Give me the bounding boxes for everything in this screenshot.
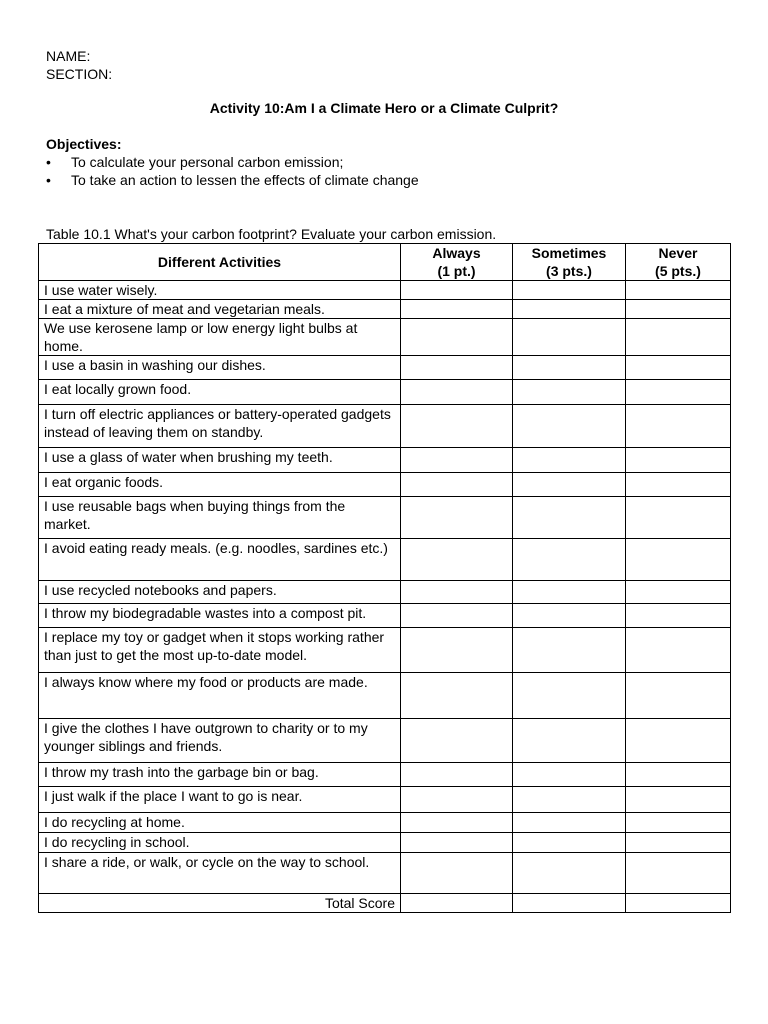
sometimes-score-cell[interactable] xyxy=(513,833,626,853)
table-row xyxy=(39,380,731,405)
bullet-icon: • xyxy=(46,154,51,170)
section-label: SECTION: xyxy=(46,66,113,82)
sometimes-score-cell[interactable] xyxy=(513,813,626,833)
sometimes-score-cell[interactable] xyxy=(513,539,626,581)
table-row xyxy=(39,763,731,787)
always-score-cell[interactable] xyxy=(401,356,513,380)
never-score-cell[interactable] xyxy=(626,300,731,319)
sometimes-score-cell[interactable] xyxy=(513,719,626,763)
col-header-never-points: (5 pts.) xyxy=(655,263,701,279)
total-never-cell[interactable] xyxy=(626,894,731,913)
never-score-cell[interactable] xyxy=(626,853,731,894)
col-header-never-label: Never xyxy=(658,245,698,261)
never-score-cell[interactable] xyxy=(626,497,731,539)
never-score-cell[interactable] xyxy=(626,473,731,497)
sometimes-score-cell[interactable] xyxy=(513,628,626,673)
sometimes-score-cell[interactable] xyxy=(513,319,626,356)
col-header-sometimes-points: (3 pts.) xyxy=(546,263,592,279)
table-row xyxy=(39,405,731,448)
table-row xyxy=(39,604,731,628)
activity-cell: I throw my biodegradable wastes into a compost pit. xyxy=(39,604,401,628)
sometimes-score-cell[interactable] xyxy=(513,300,626,319)
sometimes-score-cell[interactable] xyxy=(513,356,626,380)
col-header-sometimes xyxy=(513,244,626,281)
table-header-row xyxy=(39,244,731,281)
objectives-heading: Objectives: xyxy=(46,136,122,152)
table-row xyxy=(39,853,731,894)
col-header-always-points: (1 pt.) xyxy=(437,263,476,279)
sometimes-score-cell[interactable] xyxy=(513,581,626,604)
always-score-cell[interactable] xyxy=(401,497,513,539)
never-score-cell[interactable] xyxy=(626,787,731,813)
activity-cell: I eat locally grown food. xyxy=(39,380,401,405)
sometimes-score-cell[interactable] xyxy=(513,673,626,719)
never-score-cell[interactable] xyxy=(626,380,731,405)
bullet-icon: • xyxy=(46,172,51,188)
activity-cell: We use kerosene lamp or low energy light bulbs at home. xyxy=(39,319,401,356)
table-body xyxy=(39,281,731,913)
never-score-cell[interactable] xyxy=(626,719,731,763)
activity-cell: I do recycling in school. xyxy=(39,833,401,853)
sometimes-score-cell[interactable] xyxy=(513,380,626,405)
table-row xyxy=(39,833,731,853)
table-row xyxy=(39,539,731,581)
sometimes-score-cell[interactable] xyxy=(513,763,626,787)
total-score-row xyxy=(39,894,731,913)
never-score-cell[interactable] xyxy=(626,604,731,628)
activity-cell: I just walk if the place I want to go is near. xyxy=(39,787,401,813)
never-score-cell[interactable] xyxy=(626,319,731,356)
col-header-activities xyxy=(39,244,401,281)
table-row xyxy=(39,628,731,673)
activity-cell: I use recycled notebooks and papers. xyxy=(39,581,401,604)
never-score-cell[interactable] xyxy=(626,581,731,604)
never-score-cell[interactable] xyxy=(626,539,731,581)
table-row xyxy=(39,473,731,497)
table-row xyxy=(39,787,731,813)
objective-text: To take an action to lessen the effects of climate change xyxy=(71,172,419,188)
always-score-cell[interactable] xyxy=(401,833,513,853)
always-score-cell[interactable] xyxy=(401,319,513,356)
table-row xyxy=(39,356,731,380)
never-score-cell[interactable] xyxy=(626,405,731,448)
sometimes-score-cell[interactable] xyxy=(513,473,626,497)
always-score-cell[interactable] xyxy=(401,604,513,628)
activity-cell: I avoid eating ready meals. (e.g. noodles, sardines etc.) xyxy=(39,539,401,581)
table-row xyxy=(39,300,731,319)
table-row xyxy=(39,497,731,539)
sometimes-score-cell[interactable] xyxy=(513,448,626,473)
objectives-list xyxy=(46,153,419,189)
never-score-cell[interactable] xyxy=(626,448,731,473)
never-score-cell[interactable] xyxy=(626,673,731,719)
col-header-sometimes-label: Sometimes xyxy=(531,245,607,261)
table-row xyxy=(39,281,731,300)
sometimes-score-cell[interactable] xyxy=(513,497,626,539)
always-score-cell[interactable] xyxy=(401,853,513,894)
activity-cell: I do recycling at home. xyxy=(39,813,401,833)
col-header-always-label: Always xyxy=(432,245,481,261)
activity-cell: I turn off electric appliances or battery-operated gadgets instead of leaving them on standby. xyxy=(39,405,401,448)
never-score-cell[interactable] xyxy=(626,833,731,853)
always-score-cell[interactable] xyxy=(401,763,513,787)
table-row xyxy=(39,719,731,763)
total-always-cell[interactable] xyxy=(401,894,513,913)
never-score-cell[interactable] xyxy=(626,763,731,787)
never-score-cell[interactable] xyxy=(626,813,731,833)
activity-cell: I eat organic foods. xyxy=(39,473,401,497)
always-score-cell[interactable] xyxy=(401,539,513,581)
activity-cell: I share a ride, or walk, or cycle on the way to school. xyxy=(39,853,401,894)
objective-item xyxy=(46,171,419,189)
activity-cell: I throw my trash into the garbage bin or bag. xyxy=(39,763,401,787)
sometimes-score-cell[interactable] xyxy=(513,281,626,300)
table-row xyxy=(39,673,731,719)
objective-item xyxy=(46,153,419,171)
table-row xyxy=(39,319,731,356)
col-header-activities-label: Different Activities xyxy=(157,254,282,270)
always-score-cell[interactable] xyxy=(401,300,513,319)
always-score-cell[interactable] xyxy=(401,813,513,833)
activity-cell: I use water wisely. xyxy=(39,281,401,300)
table-row xyxy=(39,448,731,473)
total-sometimes-cell[interactable] xyxy=(513,894,626,913)
always-score-cell[interactable] xyxy=(401,380,513,405)
activity-cell: I give the clothes I have outgrown to charity or to my younger siblings and friends. xyxy=(39,719,401,763)
activity-title: Activity 10:Am I a Climate Hero or a Climate Culprit? xyxy=(209,100,559,116)
col-header-always xyxy=(401,244,513,281)
always-score-cell[interactable] xyxy=(401,581,513,604)
always-score-cell[interactable] xyxy=(401,719,513,763)
table-caption: Table 10.1 What's your carbon footprint? Evaluate your carbon emission. xyxy=(46,226,497,242)
always-score-cell[interactable] xyxy=(401,448,513,473)
activity-cell: I use a glass of water when brushing my teeth. xyxy=(39,448,401,473)
activity-cell: I eat a mixture of meat and vegetarian meals. xyxy=(39,300,401,319)
never-score-cell[interactable] xyxy=(626,628,731,673)
carbon-footprint-table xyxy=(38,243,731,913)
always-score-cell[interactable] xyxy=(401,787,513,813)
always-score-cell[interactable] xyxy=(401,405,513,448)
name-label: NAME: xyxy=(46,48,91,64)
sometimes-score-cell[interactable] xyxy=(513,604,626,628)
activity-cell: I use reusable bags when buying things from the market. xyxy=(39,497,401,539)
sometimes-score-cell[interactable] xyxy=(513,853,626,894)
always-score-cell[interactable] xyxy=(401,473,513,497)
always-score-cell[interactable] xyxy=(401,673,513,719)
always-score-cell[interactable] xyxy=(401,281,513,300)
total-score-label: Total Score xyxy=(39,894,401,913)
objective-text: To calculate your personal carbon emission; xyxy=(71,154,344,170)
never-score-cell[interactable] xyxy=(626,356,731,380)
never-score-cell[interactable] xyxy=(626,281,731,300)
activity-cell: I replace my toy or gadget when it stops working rather than just to get the most up-to-date model. xyxy=(39,628,401,673)
always-score-cell[interactable] xyxy=(401,628,513,673)
table-row xyxy=(39,813,731,833)
sometimes-score-cell[interactable] xyxy=(513,787,626,813)
table-row xyxy=(39,581,731,604)
activity-cell: I use a basin in washing our dishes. xyxy=(39,356,401,380)
activity-cell: I always know where my food or products are made. xyxy=(39,673,401,719)
sometimes-score-cell[interactable] xyxy=(513,405,626,448)
col-header-never xyxy=(626,244,731,281)
